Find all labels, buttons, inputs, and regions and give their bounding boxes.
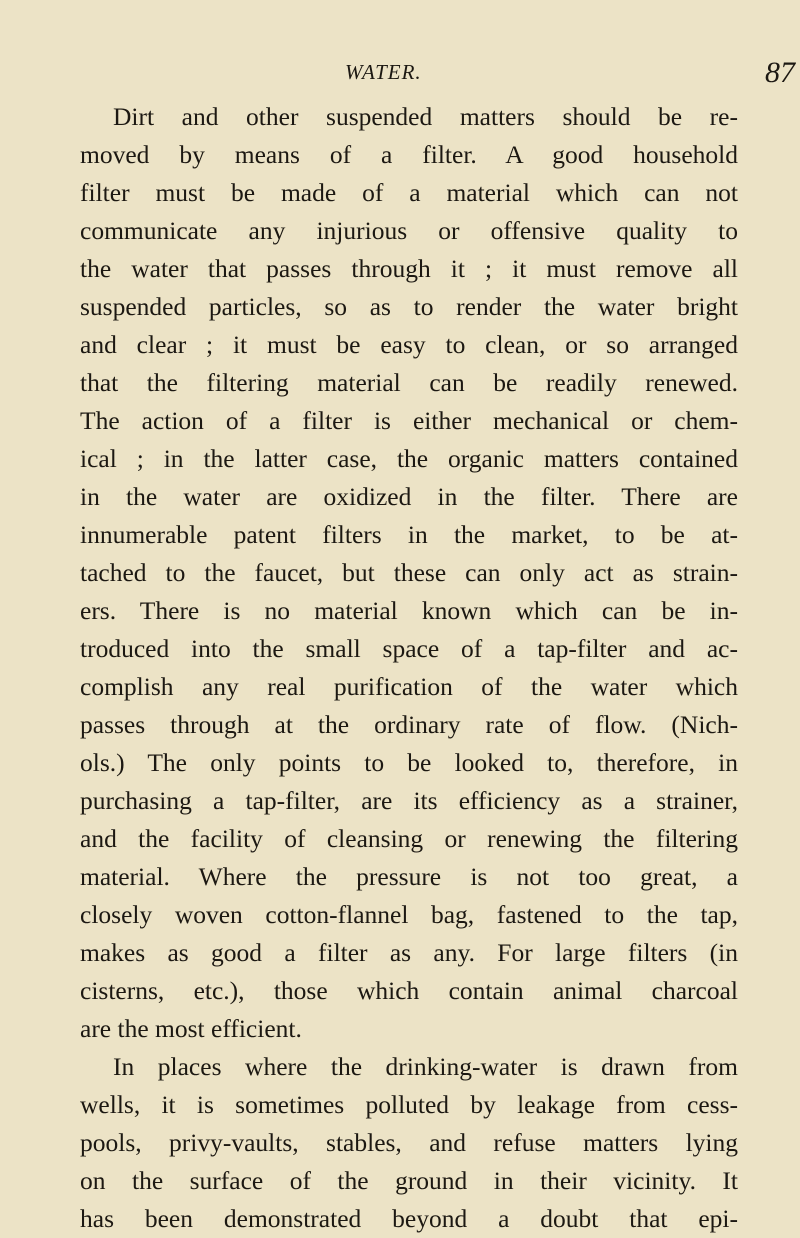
text-line: troduced into the small space of a tap-filter and ac-: [80, 634, 738, 663]
text-line: The action of a filter is either mechanical or chem-: [80, 406, 738, 435]
text-line: ols.) The only points to be looked to, therefore, in: [80, 748, 738, 777]
text-line: suspended particles, so as to render the water bright: [80, 292, 738, 321]
text-line: are the most efficient.: [80, 1014, 302, 1043]
text-line: cisterns, etc.), those which contain animal charcoal: [80, 976, 738, 1005]
text-line: innumerable patent filters in the market, to be at-: [80, 520, 738, 549]
text-line: ers. There is no material known which can be in-: [80, 596, 738, 625]
running-title: WATER.: [345, 60, 422, 84]
text-line: and clear ; it must be easy to clean, or so arranged: [80, 330, 738, 359]
paragraph-filters: [80, 98, 738, 1048]
text-line: the water that passes through it ; it must remove all: [80, 254, 738, 283]
text-line: moved by means of a filter. A good household: [80, 140, 738, 169]
text-line: ical ; in the latter case, the organic matters contained: [80, 444, 738, 473]
body-text: [80, 98, 738, 1238]
text-line: that the filtering material can be readily renewed.: [80, 368, 738, 397]
text-line: filter must be made of a material which can not: [80, 178, 738, 207]
text-line: Dirt and other suspended matters should be re-: [113, 102, 738, 131]
text-line: passes through at the ordinary rate of flow. (Nich-: [80, 710, 738, 739]
text-line: material. Where the pressure is not too great, a: [80, 862, 738, 891]
text-line: purchasing a tap-filter, are its efficiency as a strainer,: [80, 786, 738, 815]
paragraph-wells: [80, 1048, 738, 1238]
text-line: communicate any injurious or offensive quality to: [80, 216, 738, 245]
text-line: and the facility of cleansing or renewing the filtering: [80, 824, 738, 853]
text-line: makes as good a filter as any. For large filters (in: [80, 938, 738, 967]
text-line: wells, it is sometimes polluted by leakage from cess-: [80, 1090, 738, 1119]
text-line: pools, privy-vaults, stables, and refuse matters lying: [80, 1128, 738, 1157]
text-line: in the water are oxidized in the filter. There are: [80, 482, 738, 511]
running-head: [0, 40, 800, 100]
text-line: In places where the drinking-water is drawn from: [113, 1052, 738, 1081]
text-line: complish any real purification of the water which: [80, 672, 738, 701]
text-line: closely woven cotton-flannel bag, fastened to the tap,: [80, 900, 738, 929]
text-line: on the surface of the ground in their vicinity. It: [80, 1166, 738, 1195]
page-number: 87: [765, 56, 795, 89]
text-line: tached to the faucet, but these can only act as strain-: [80, 558, 738, 587]
text-line: has been demonstrated beyond a doubt that epi-: [80, 1204, 738, 1233]
